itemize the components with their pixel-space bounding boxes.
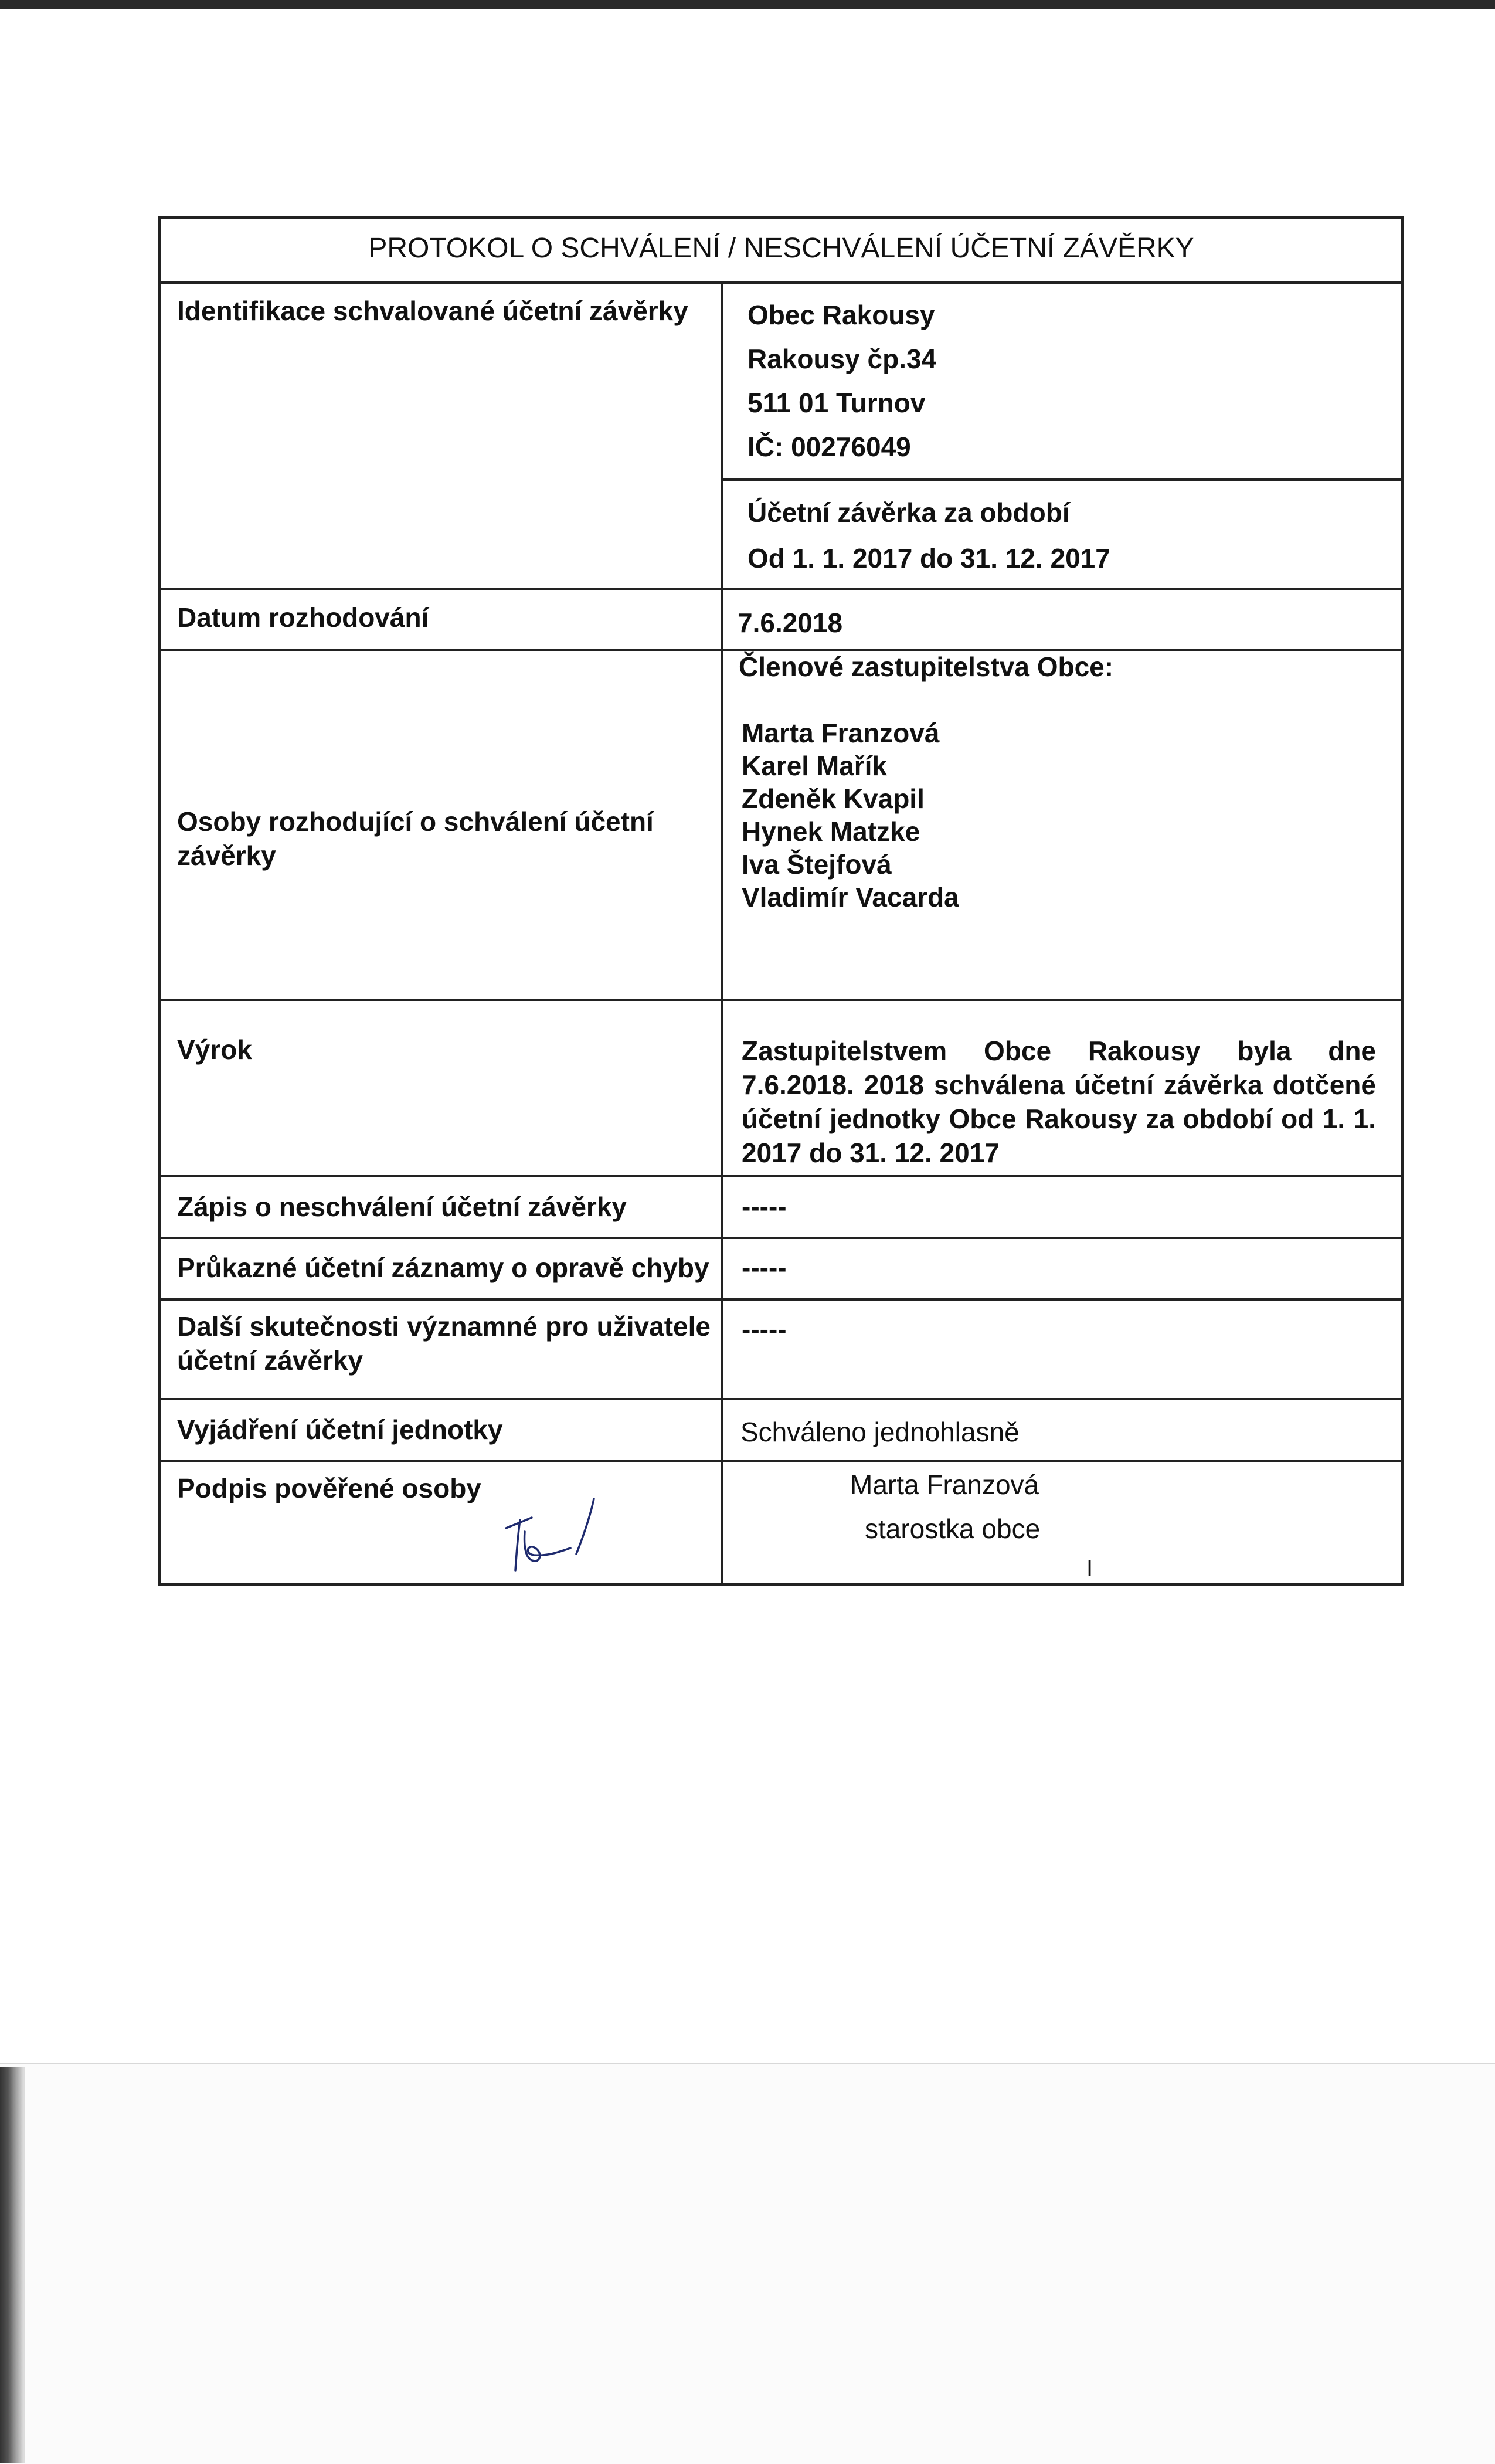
member-name: Karel Mařík	[742, 751, 888, 781]
row-value-statement: Schváleno jednohlasně	[740, 1417, 1020, 1447]
column-divider	[721, 281, 723, 1583]
row-label-other-facts: Další skutečnosti významné pro uživatele účetní závěrky	[177, 1311, 711, 1376]
entity-ico: IČ: 00276049	[748, 432, 911, 462]
rule-row2	[161, 1237, 1401, 1239]
member-name: Zdeněk Kvapil	[742, 783, 925, 814]
identification-label: Identifikace schvalované účetní závěrky	[177, 296, 688, 326]
member-name: Hynek Matzke	[742, 816, 920, 847]
persons-heading: Členové zastupitelstva Obce:	[739, 651, 1114, 682]
rule-title	[161, 281, 1401, 284]
row-value-rejection-record: -----	[742, 1192, 787, 1222]
persons-label: Osoby rozhodující o schválení účetní závěrky	[177, 806, 654, 871]
member-name: Marta Franzová	[742, 718, 940, 748]
row-value-other-facts: -----	[742, 1314, 787, 1345]
scan-left-edge	[0, 2067, 25, 2463]
protocol-title: PROTOKOL O SCHVÁLENÍ / NESCHVÁLENÍ ÚČETNÍ ZÁVĚRKY	[368, 233, 1194, 264]
rule-row3	[161, 1298, 1401, 1301]
entity-city: 511 01 Turnov	[748, 388, 926, 418]
rule-period	[723, 478, 1401, 481]
signature-label: Podpis pověřené osoby	[177, 1473, 481, 1503]
decision-date-value: 7.6.2018	[738, 607, 843, 638]
signature-mark: I	[1086, 1556, 1093, 1581]
entity-name: Obec Rakousy	[748, 300, 935, 330]
signatory-name: Marta Franzová	[850, 1469, 1039, 1500]
scan-top-edge	[0, 0, 1495, 9]
entity-street: Rakousy čp.34	[748, 344, 937, 374]
rule-row4	[161, 1398, 1401, 1400]
verdict-label: Výrok	[177, 1034, 252, 1065]
member-name: Iva Štejfová	[742, 849, 892, 880]
rule-date	[161, 588, 1401, 590]
scan-lower-area	[0, 2063, 1495, 2464]
rule-row1	[161, 1175, 1401, 1177]
member-name: Vladimír Vacarda	[742, 882, 959, 912]
period-value: Od 1. 1. 2017 do 31. 12. 2017	[748, 543, 1110, 573]
row-label-statement: Vyjádření účetní jednotky	[177, 1414, 503, 1445]
handwritten-signature	[466, 1482, 642, 1576]
rule-verdict	[161, 999, 1401, 1001]
rule-row5	[161, 1460, 1401, 1462]
decision-date-label: Datum rozhodování	[177, 602, 429, 633]
row-value-error-records: -----	[742, 1253, 787, 1283]
protocol-table	[158, 216, 1404, 1586]
period-label: Účetní závěrka za období	[748, 497, 1070, 528]
row-label-rejection-record: Zápis o neschválení účetní závěrky	[177, 1192, 627, 1222]
row-label-error-records: Průkazné účetní záznamy o opravě chyby	[177, 1253, 709, 1283]
verdict-text: Zastupitelstvem Obce Rakousy byla dne 7.6.2018. 2018 schválena účetní závěrka dotčené účetní jednotky Obce Rakousy za období od 1. 1. 2017 do 31. 12. 2017	[742, 1036, 1376, 1168]
signatory-role: starostka obce	[865, 1513, 1041, 1544]
